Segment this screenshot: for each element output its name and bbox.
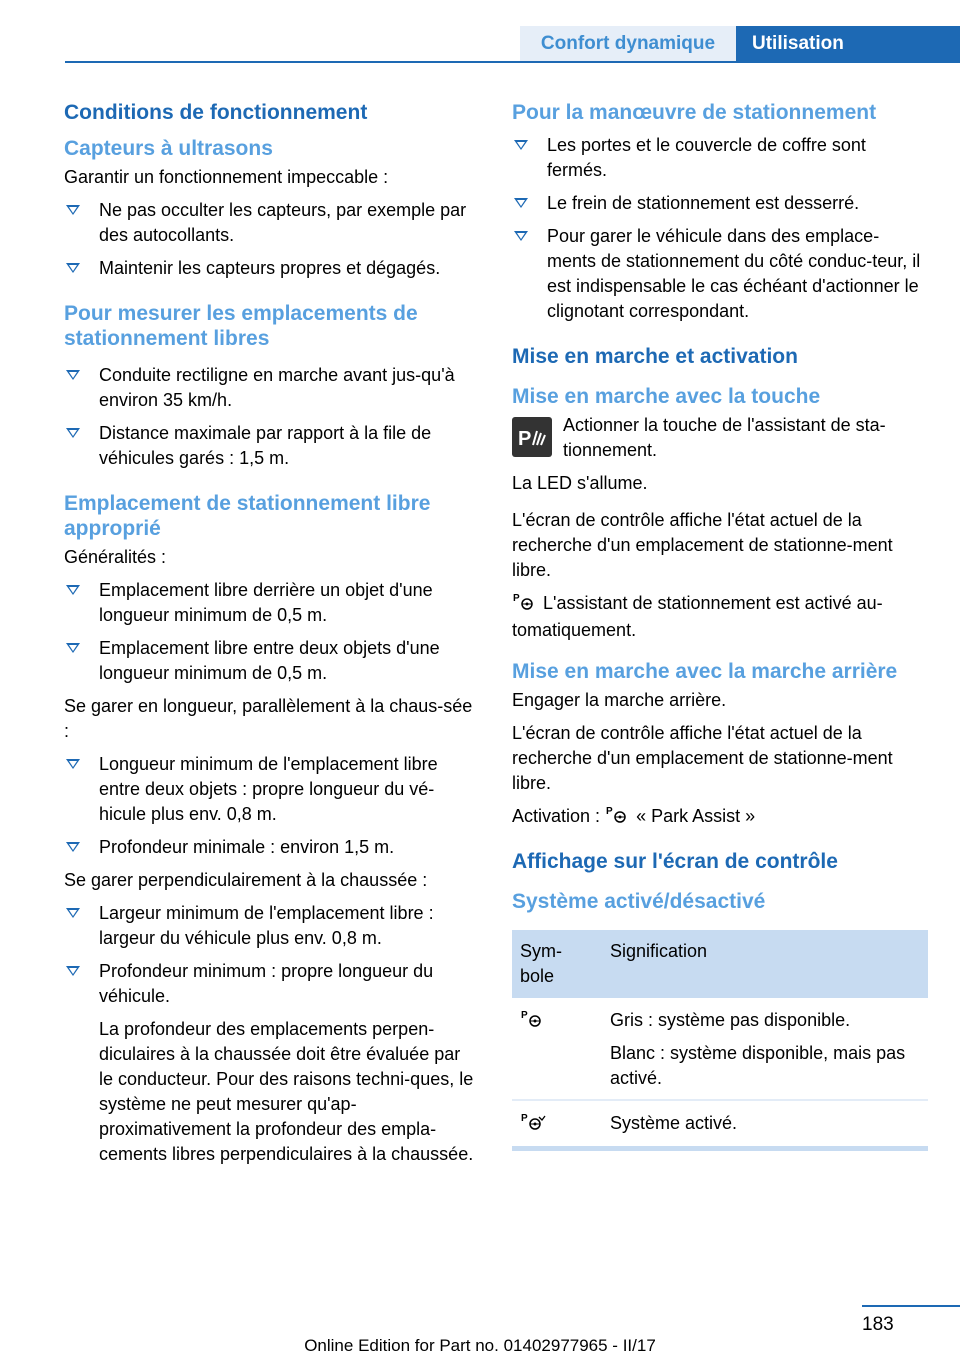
section-tab: Confort dynamique xyxy=(520,26,736,61)
heading-mise-en-marche: Mise en marche et activation xyxy=(512,345,798,368)
activation-menu-item: « Park Assist » xyxy=(636,806,756,826)
paragraph-profondeur-note: La profondeur des emplacements perpen-diculaires à la chaussée doit être évaluée par le conducteur. Pour des raisons techni-ques, le système ne peut mesurer qu'ap-proximativement la profondeur des empla-cements libres perpendiculaires à la chaussée. xyxy=(99,1019,474,1164)
list-item-text: Longueur minimum de l'emplacement libre entre deux objets : propre longueur du vé-hicule plus env. 0,8 m. xyxy=(99,754,438,824)
svg-text:P: P xyxy=(518,428,532,450)
list-item xyxy=(64,421,479,471)
paragraph-activation xyxy=(512,804,927,831)
paragraph-active-auto: L'assistant de stationnement est activé au-tomatiquement. xyxy=(512,593,883,640)
heading-touche: Mise en marche avec la touche xyxy=(512,385,821,408)
bullet-triangle-icon xyxy=(66,908,80,918)
park-assist-active-icon xyxy=(520,1115,546,1135)
list-item xyxy=(512,224,927,324)
heading-marche-arriere: Mise en marche avec la marche arrière xyxy=(512,660,898,683)
bullet-triangle-icon xyxy=(514,231,528,241)
heading-mesurer: Pour mesurer les emplacements de stationnement libres xyxy=(64,302,418,350)
activation-label: Activation : xyxy=(512,806,601,826)
paragraph-generalites: Généralités : xyxy=(64,547,167,567)
list-item-text: Largeur minimum de l'emplacement libre : largeur du véhicule plus env. 0,8 m. xyxy=(99,903,434,948)
paragraph-longueur: Se garer en longueur, parallèlement à la chaus-sée : xyxy=(64,696,473,741)
park-assist-symbol-icon xyxy=(512,591,538,618)
table-cell-blanc: Blanc : système disponible, mais pas activé. xyxy=(610,1043,906,1088)
chapter-tab: Utilisation xyxy=(736,26,960,61)
paragraph-ecran-1: L'écran de contrôle affiche l'état actuel de la recherche d'un emplacement de stationne-ment libre. xyxy=(512,510,893,580)
list-item xyxy=(64,959,479,1009)
list-item-text: Conduite rectiligne en marche avant jus-qu'à environ 35 km/h. xyxy=(99,365,455,410)
svg-text:P: P xyxy=(606,806,613,817)
right-column xyxy=(512,100,927,1151)
bullet-triangle-icon xyxy=(514,140,528,150)
svg-text:P: P xyxy=(521,1010,528,1021)
bullet-triangle-icon xyxy=(66,966,80,976)
bullet-triangle-icon xyxy=(66,205,80,215)
page-number: 183 xyxy=(862,1314,894,1335)
list-item xyxy=(64,752,479,827)
list-item xyxy=(64,363,479,413)
bullet-triangle-icon xyxy=(66,585,80,595)
table-cell-gris: Gris : système pas disponible. xyxy=(610,1010,851,1030)
heading-capteurs: Capteurs à ultrasons xyxy=(64,137,273,160)
table-row xyxy=(512,1100,928,1149)
list-item-text: Emplacement libre derrière un objet d'une longueur minimum de 0,5 m. xyxy=(99,580,433,625)
park-assist-unavailable-icon xyxy=(520,1012,546,1032)
list-item-text: Profondeur minimale : environ 1,5 m. xyxy=(99,837,395,857)
paragraph-perpendiculaire: Se garer perpendiculairement à la chaussée : xyxy=(64,870,428,890)
list-item-text: Les portes et le couvercle de coffre sont fermés. xyxy=(547,135,866,180)
list-item-text: Maintenir les capteurs propres et dégagés. xyxy=(99,258,441,278)
list-item-text: Pour garer le véhicule dans des emplace-ments de stationnement du côté conduc-teur, il est indispensable le cas échéant d'actionner le clignotant correspondant. xyxy=(547,226,921,321)
list-item xyxy=(512,191,927,216)
page-number-divider xyxy=(862,1305,960,1307)
list-item xyxy=(64,578,479,628)
header-divider xyxy=(65,61,960,63)
svg-text:P: P xyxy=(521,1113,528,1124)
table-header-signification: Signification xyxy=(602,930,928,998)
paragraph-engager: Engager la marche arrière. xyxy=(512,690,727,710)
park-assist-symbol-icon xyxy=(605,804,631,831)
heading-manoeuvre: Pour la manœuvre de stationnement xyxy=(512,101,877,124)
table-header-symbole: Sym-bole xyxy=(512,930,602,998)
list-item-text: Profondeur minimum : propre longueur du véhicule. xyxy=(99,961,434,1006)
heading-affichage: Affichage sur l'écran de contrôle xyxy=(512,850,838,873)
paragraph-actionner: Actionner la touche de l'assistant de sta-tionnement. xyxy=(563,415,886,460)
paragraph-active-auto-wrap xyxy=(512,591,927,643)
list-item xyxy=(64,835,479,860)
list-item-text: Ne pas occulter les capteurs, par exemple par des autocollants. xyxy=(99,200,467,245)
list-item xyxy=(64,901,479,951)
heading-conditions: Conditions de fonctionnement xyxy=(64,101,368,124)
table-cell-active: Système activé. xyxy=(610,1113,738,1133)
left-column xyxy=(64,100,479,1175)
key-instruction xyxy=(512,413,927,463)
footer-edition: Online Edition for Part no. 01402977965 - II/17 xyxy=(304,1336,656,1355)
bullet-triangle-icon xyxy=(66,643,80,653)
list-item xyxy=(512,133,927,183)
symbol-table xyxy=(512,930,928,1151)
park-assist-key-icon xyxy=(512,417,552,457)
paragraph-led: La LED s'allume. xyxy=(512,473,648,493)
list-item xyxy=(64,198,479,248)
page-header xyxy=(0,0,960,62)
bullet-triangle-icon xyxy=(66,842,80,852)
heading-emplacement: Emplacement de stationnement libre approprié xyxy=(64,492,431,540)
bullet-triangle-icon xyxy=(66,428,80,438)
bullet-triangle-icon xyxy=(66,370,80,380)
table-row xyxy=(512,998,928,1100)
paragraph-ecran-2: L'écran de contrôle affiche l'état actuel de la recherche d'un emplacement de stationne-ment libre. xyxy=(512,723,893,793)
list-item-text: Distance maximale par rapport à la file de véhicules garés : 1,5 m. xyxy=(99,423,432,468)
list-item-text: Le frein de stationnement est desserré. xyxy=(547,193,860,213)
bullet-triangle-icon xyxy=(66,263,80,273)
bullet-triangle-icon xyxy=(66,759,80,769)
svg-text:P: P xyxy=(513,593,520,604)
list-item-text: Emplacement libre entre deux objets d'une longueur minimum de 0,5 m. xyxy=(99,638,440,683)
heading-systeme: Système activé/désactivé xyxy=(512,890,766,913)
list-item xyxy=(64,256,479,281)
list-item xyxy=(64,636,479,686)
table-header-row xyxy=(512,930,928,998)
bullet-triangle-icon xyxy=(514,198,528,208)
paragraph-garantir: Garantir un fonctionnement impeccable : xyxy=(64,167,389,187)
